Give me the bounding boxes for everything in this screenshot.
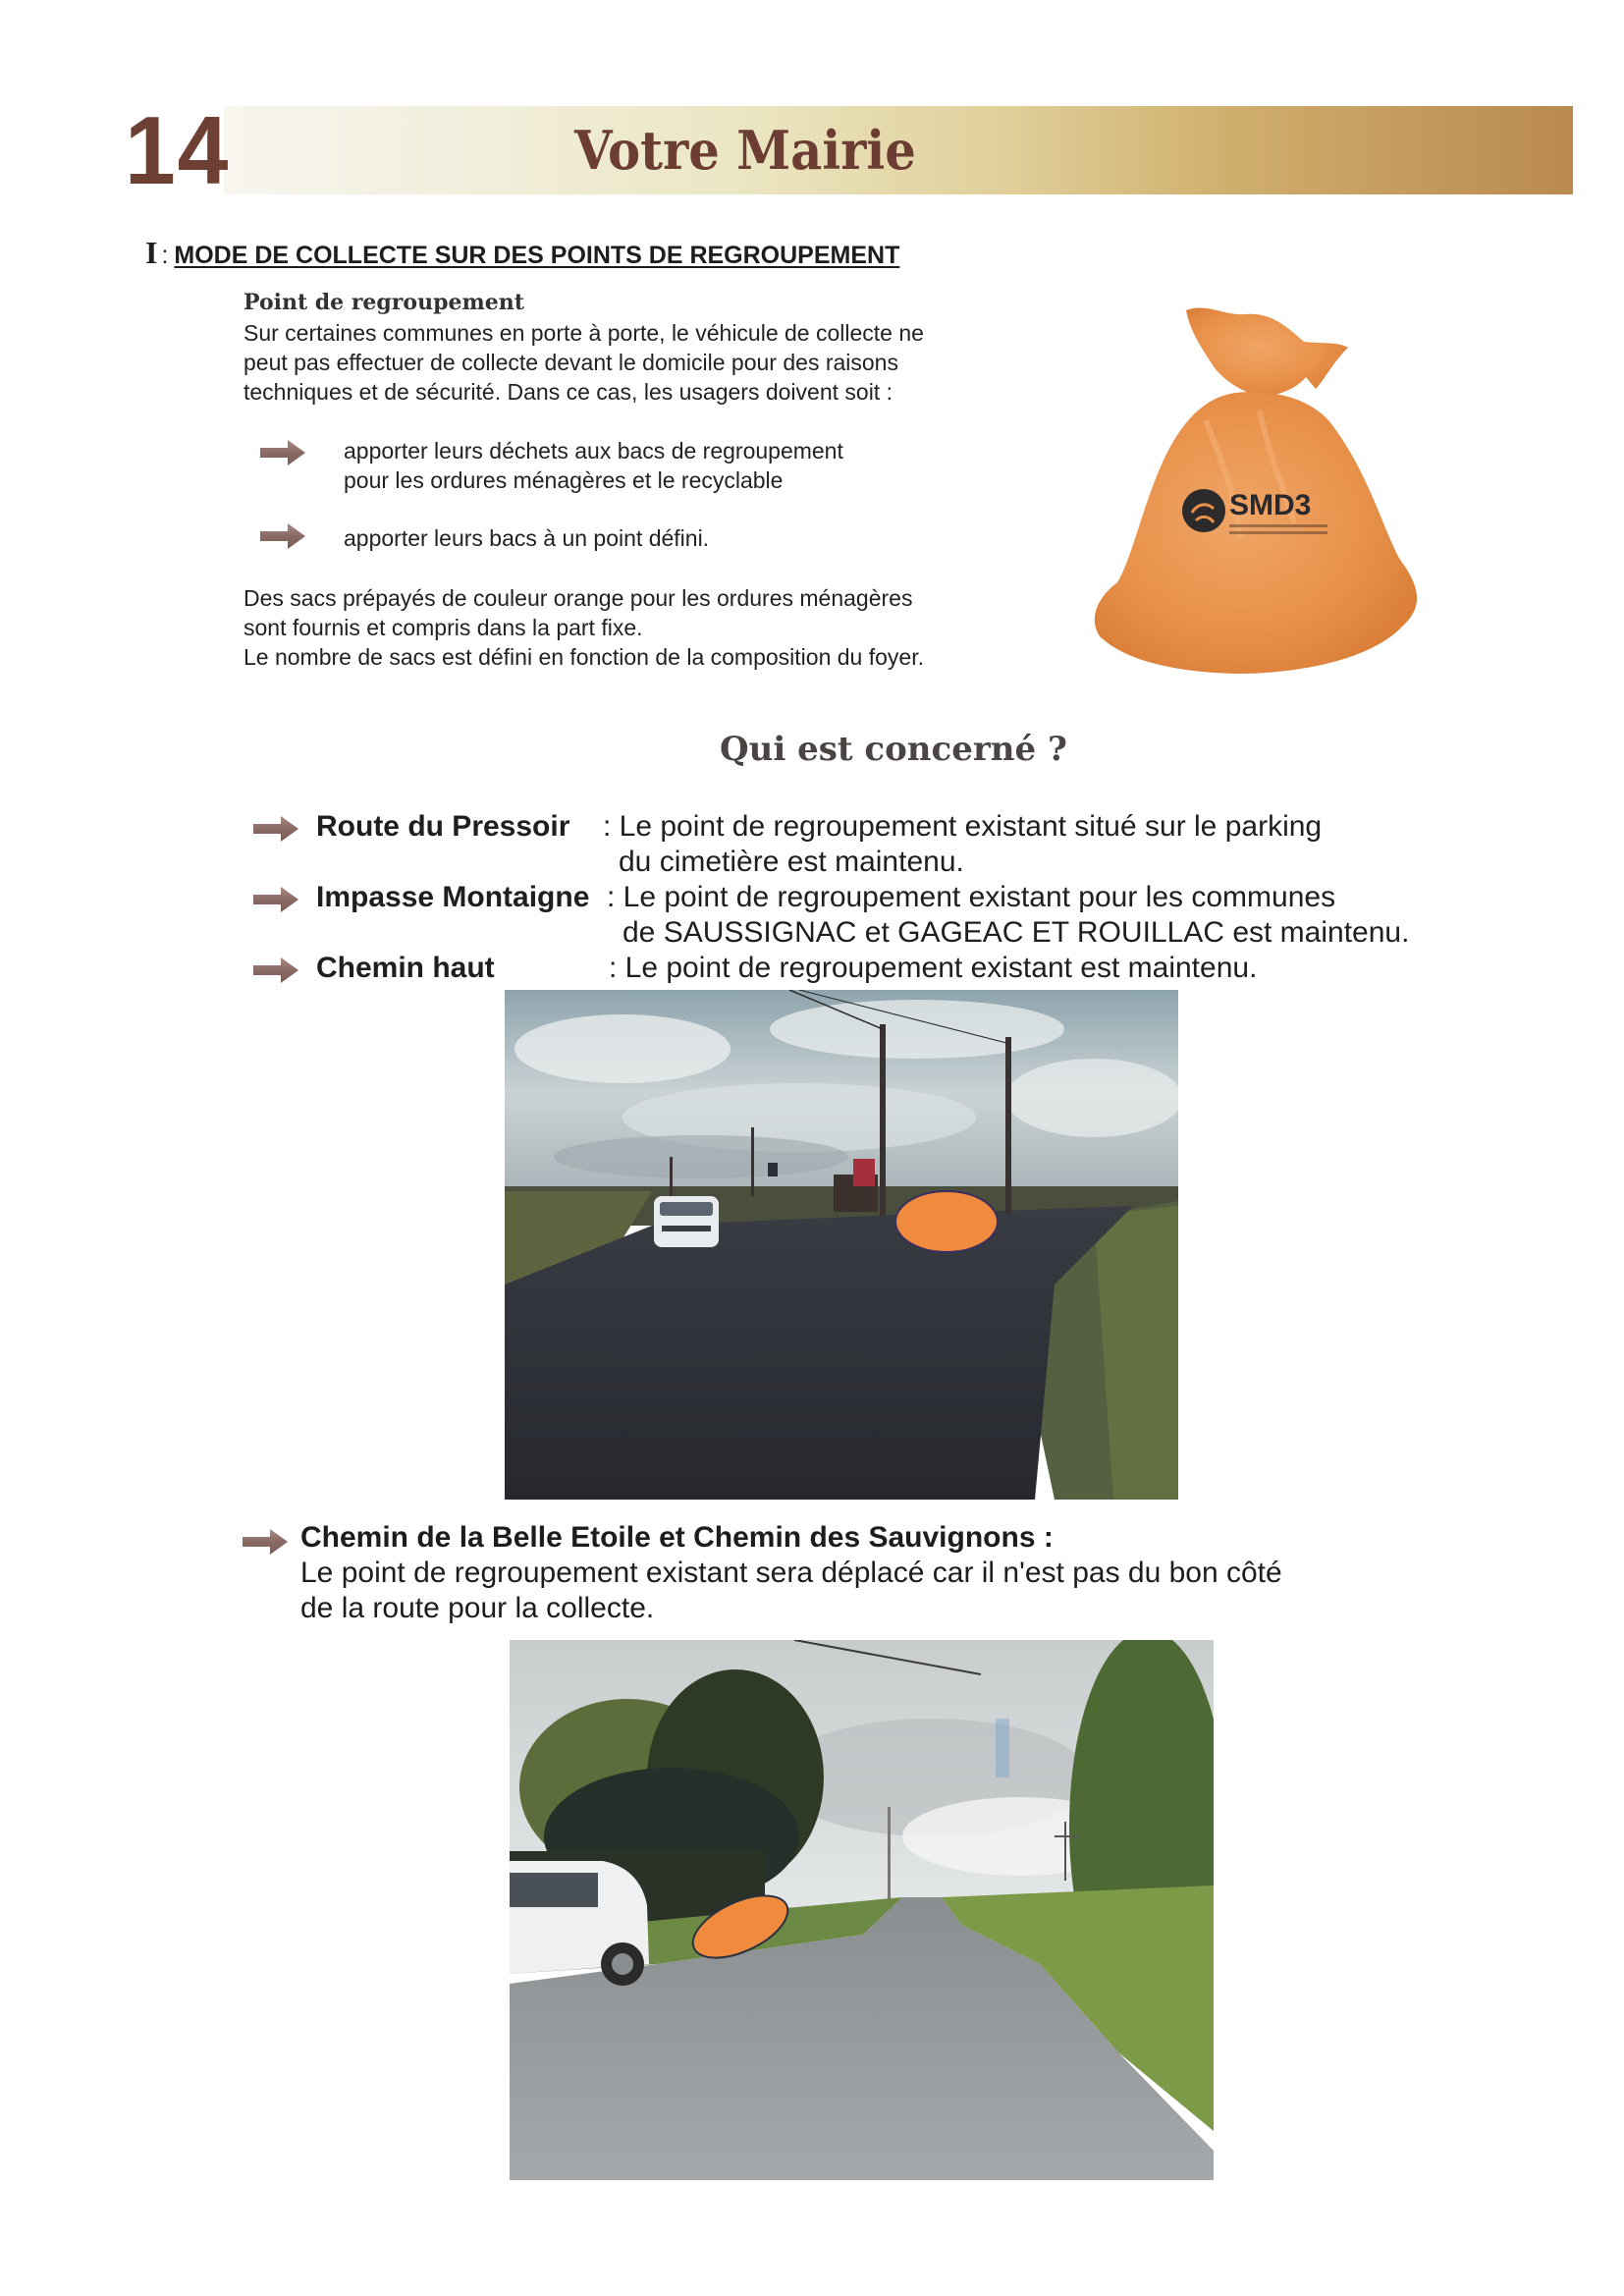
arrow-right-icon xyxy=(260,523,305,549)
street-name: Chemin haut xyxy=(316,952,495,984)
street-description xyxy=(603,809,1322,880)
photo-chemin-belle-etoile xyxy=(510,1640,1214,2180)
relocation-description xyxy=(300,1556,1282,1626)
section-heading xyxy=(145,236,899,272)
arrow-right-icon xyxy=(253,887,298,912)
option-line: pour les ordures ménagères et le recyclable xyxy=(344,467,784,493)
description-line: : Le point de regroupement existant situé sur le parking xyxy=(603,810,1323,843)
intro-line: techniques et de sécurité. Dans ce cas, les usagers doivent soit : xyxy=(244,379,893,405)
relocation-line: Le point de regroupement existant sera déplacé car il n'est pas du bon côté xyxy=(300,1557,1282,1589)
closing-paragraph xyxy=(244,583,924,672)
option-line: apporter leurs bacs à un point défini. xyxy=(344,525,710,551)
relocation-line: de la route pour la collecte. xyxy=(300,1592,655,1624)
intro-line: peut pas effectuer de collecte devant le domicile pour des raisons xyxy=(244,350,898,375)
arrow-right-icon xyxy=(253,957,298,983)
section-numeral: I xyxy=(145,235,158,270)
intro-line: Sur certaines communes en porte à porte, le véhicule de collecte ne xyxy=(244,320,924,346)
logo-subtitle-line xyxy=(1229,524,1327,527)
option-item xyxy=(344,523,709,553)
bag-logo-text: SMD3 xyxy=(1229,489,1312,521)
arrow-right-icon xyxy=(260,440,305,465)
concerned-item xyxy=(253,880,1410,949)
description-line: : Le point de regroupement existant est maintenu. xyxy=(609,952,1258,984)
photo-route-du-pressoir xyxy=(505,990,1178,1500)
section-separator: : xyxy=(161,242,169,269)
street-description xyxy=(609,951,1257,986)
closing-line: Des sacs prépayés de couleur orange pour les ordures ménagères xyxy=(244,585,913,611)
page-title: Votre Mairie xyxy=(574,119,916,182)
description-line: du cimetière est maintenu. xyxy=(619,846,964,878)
logo-subtitle-line xyxy=(1229,531,1327,534)
closing-line: Le nombre de sacs est défini en fonction de la composition du foyer. xyxy=(244,644,924,670)
arrow-right-icon xyxy=(253,816,298,842)
description-line: : Le point de regroupement existant pour les communes xyxy=(607,881,1336,913)
concerned-item xyxy=(253,809,1323,878)
closing-line: sont fournis et compris dans la part fixe. xyxy=(244,615,643,640)
section-title: MODE DE COLLECTE SUR DES POINTS DE REGROUPEMENT xyxy=(174,242,900,269)
description-line: de SAUSSIGNAC et GAGEAC ET ROUILLAC est maintenu. xyxy=(623,916,1410,949)
collection-point-marker xyxy=(895,1191,998,1252)
intro-paragraph xyxy=(244,318,924,407)
page-number: 14 xyxy=(125,96,231,204)
street-name: Impasse Montaigne xyxy=(316,881,590,913)
street-name: Route du Pressoir xyxy=(316,810,570,843)
option-item xyxy=(344,436,843,495)
concerned-title: Qui est concerné ? xyxy=(720,730,1067,769)
arrow-right-icon xyxy=(243,1529,288,1555)
intro-heading: Point de regroupement xyxy=(244,290,524,315)
relocation-title: Chemin de la Belle Etoile et Chemin des Sauvignons : xyxy=(300,1521,1054,1554)
option-line: apporter leurs déchets aux bacs de regroupement xyxy=(344,438,843,464)
smd3-logo xyxy=(1182,489,1225,532)
concerned-item xyxy=(253,951,1258,984)
orange-bag-image xyxy=(1088,302,1422,678)
street-description xyxy=(607,880,1409,951)
